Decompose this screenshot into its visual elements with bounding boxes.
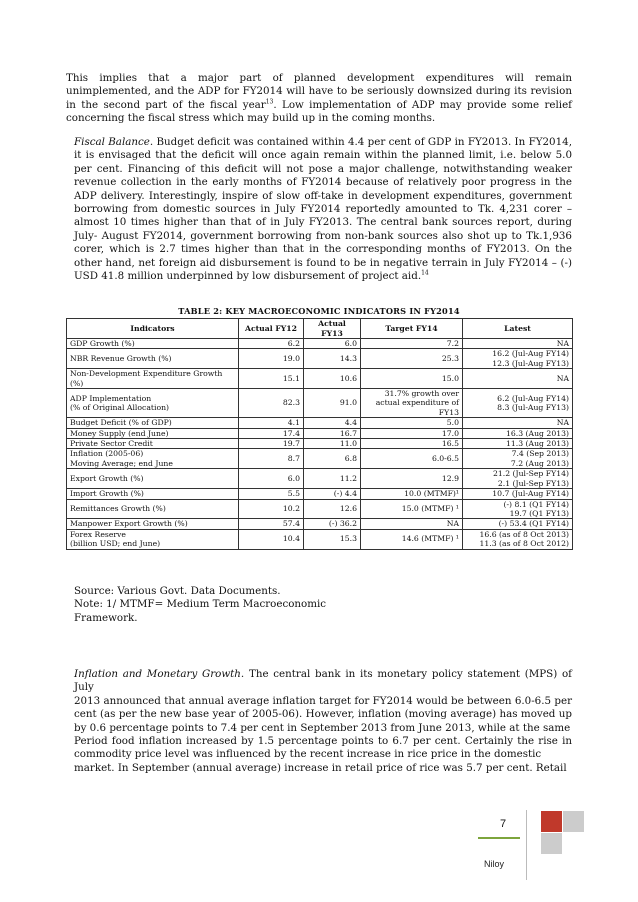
cell-ind: Forex Reserve (billion USD; end June)	[67, 529, 239, 549]
table-row	[67, 469, 573, 489]
cell-t14: 12.9	[361, 469, 463, 489]
cell-t14: 31.7% growth over actual expenditure of FY13	[361, 389, 463, 418]
cell-ind: Money Supply (end June)	[67, 428, 239, 438]
cell-t14: 15.0	[361, 369, 463, 389]
cell-ind: Import Growth (%)	[67, 489, 239, 499]
inflation-line-3: Period food inflation increased by 1.5 percentage points to 6.7 per cent. Certainly the rise in commodity price level was influenced by the recent increase in rice price in the domestic	[74, 735, 572, 761]
table-row	[67, 489, 573, 499]
cell-lat: NA	[463, 369, 573, 389]
cell-t14: 17.0	[361, 428, 463, 438]
cell-ind: Remittances Growth (%)	[67, 499, 239, 519]
inflation-heading: Inflation and Monetary Growth.	[74, 668, 245, 680]
cell-lat: 7.4 (Sep 2013) 7.2 (Aug 2013)	[463, 449, 573, 469]
cell-a12: 19.0	[239, 349, 304, 369]
footnote-ref-14[interactable]: 14	[421, 269, 429, 277]
cell-ind: Manpower Export Growth (%)	[67, 519, 239, 529]
inflation-line-1: The central bank in its monetary policy statement (MPS) of July	[74, 668, 572, 694]
cell-a12: 5.5	[239, 489, 304, 499]
cell-lat: 16.6 (as of 8 Oct 2013) 11.3 (as of 8 Oct 2012)	[463, 529, 573, 549]
cell-lat: 10.7 (Jul-Aug FY14)	[463, 489, 573, 499]
cell-lat: 16.3 (Aug 2013)	[463, 428, 573, 438]
cell-a13: (-) 4.4	[304, 489, 361, 499]
inflation-line-2: 2013 announced that annual average inflation target for FY2014 would be between 6.0-6.5 per cent (as per the new base year of 2005-06). However, inflation (moving average) has moved up by 0.6 percentage points to 7.4 per cent in September 2013 from June 2013, while at the same	[74, 694, 572, 734]
decor-square-grey-bottom	[541, 833, 562, 854]
footer-divider	[526, 810, 527, 880]
footer-green-line	[478, 837, 520, 839]
cell-a12: 6.0	[239, 469, 304, 489]
cell-t14: 6.0-6.5	[361, 449, 463, 469]
cell-a12: 8.7	[239, 449, 304, 469]
cell-a13: 12.6	[304, 499, 361, 519]
table-row	[67, 369, 573, 389]
inflation-line-4: market. In September (annual average) increase in retail price of rice was 5.7 per cent. Retail	[74, 761, 567, 774]
cell-a13: 6.8	[304, 449, 361, 469]
table-caption: TABLE 2: KEY MACROECONOMIC INDICATORS IN FY2014	[178, 306, 460, 316]
intro-text-2: . Low implementation of ADP may provide some relief concerning the fiscal stress which may build up in the coming months.	[66, 98, 572, 125]
cell-a12: 10.2	[239, 499, 304, 519]
cell-t14: 15.0 (MTMF) ¹	[361, 499, 463, 519]
cell-a13: 6.0	[304, 339, 361, 349]
cell-t14: 7.2	[361, 339, 463, 349]
cell-lat: (-) 53.4 (Q1 FY14)	[463, 519, 573, 529]
decor-square-red	[541, 811, 562, 832]
footnote-ref-13[interactable]: 13	[265, 98, 274, 106]
cell-ind: Export Growth (%)	[67, 469, 239, 489]
cell-t14: 10.0 (MTMF)¹	[361, 489, 463, 499]
fiscal-balance-heading: Fiscal Balance.	[74, 136, 154, 148]
cell-ind: Inflation (2005-06) Moving Average; end June	[67, 449, 239, 469]
cell-a13: 11.2	[304, 469, 361, 489]
col-header-indicators: Indicators	[67, 319, 239, 339]
cell-t14: NA	[361, 519, 463, 529]
col-header-actual-fy12: Actual FY12	[239, 319, 304, 339]
table-row	[67, 449, 573, 469]
col-header-target-fy14: Target FY14	[361, 319, 463, 339]
cell-ind: Private Sector Credit	[67, 439, 239, 449]
table-notes	[74, 585, 374, 625]
cell-lat: NA	[463, 339, 573, 349]
cell-a13: 15.3	[304, 529, 361, 549]
cell-lat: 6.2 (Jul-Aug FY14) 8.3 (Jul-Aug FY13)	[463, 389, 573, 418]
cell-a12: 82.3	[239, 389, 304, 418]
cell-a13: 4.4	[304, 418, 361, 428]
cell-ind: ADP Implementation (% of Original Allocation)	[67, 389, 239, 418]
table-row	[67, 418, 573, 428]
cell-a12: 6.2	[239, 339, 304, 349]
col-header-latest: Latest	[463, 319, 573, 339]
cell-ind: Non-Development Expenditure Growth (%)	[67, 369, 239, 389]
cell-a12: 57.4	[239, 519, 304, 529]
table-header-row	[67, 319, 573, 339]
intro-text: This implies that a major part of planned development expenditures will remain unimplemented, and the ADP for FY2014 will have to be seriously downsized during its revision in the second part of the fiscal year	[66, 72, 572, 111]
table-row	[67, 499, 573, 519]
cell-lat: 11.3 (Aug 2013)	[463, 439, 573, 449]
table-row	[67, 519, 573, 529]
cell-lat: 21.2 (Jul-Sep FY14) 2.1 (Jul-Sep FY13)	[463, 469, 573, 489]
cell-t14: 25.3	[361, 349, 463, 369]
table-row	[67, 339, 573, 349]
cell-a12: 19.7	[239, 439, 304, 449]
cell-ind: GDP Growth (%)	[67, 339, 239, 349]
cell-a12: 4.1	[239, 418, 304, 428]
cell-ind: NBR Revenue Growth (%)	[67, 349, 239, 369]
macro-indicators-table	[66, 318, 573, 550]
cell-a13: 11.0	[304, 439, 361, 449]
cell-lat: 16.2 (Jul-Aug FY14) 12.3 (Jul-Aug FY13)	[463, 349, 573, 369]
cell-lat: (-) 8.1 (Q1 FY14) 19.7 (Q1 FY13)	[463, 499, 573, 519]
cell-t14: 14.6 (MTMF) ¹	[361, 529, 463, 549]
table-row	[67, 428, 573, 438]
source-note: Source: Various Govt. Data Documents.	[74, 585, 281, 597]
inflation-paragraph	[74, 668, 572, 775]
cell-a13: 10.6	[304, 369, 361, 389]
cell-a13: 91.0	[304, 389, 361, 418]
cell-a13: 16.7	[304, 428, 361, 438]
cell-t14: 16.5	[361, 439, 463, 449]
cell-lat: NA	[463, 418, 573, 428]
cell-a13: (-) 36.2	[304, 519, 361, 529]
table-row	[67, 529, 573, 549]
cell-ind: Budget Deficit (% of GDP)	[67, 418, 239, 428]
cell-a12: 10.4	[239, 529, 304, 549]
table-row	[67, 389, 573, 418]
author-name: Niloy	[484, 859, 505, 869]
col-header-actual-fy13: Actual FY13	[304, 319, 361, 339]
cell-a13: 14.3	[304, 349, 361, 369]
intro-paragraph	[66, 72, 572, 126]
cell-a12: 15.1	[239, 369, 304, 389]
table-row	[67, 439, 573, 449]
fiscal-balance-text: Budget deficit was contained within 4.4 per cent of GDP in FY2013. In FY2014, it is envisaged that the deficit will once again remain within the planned limit, i.e. below 5.0 per cent. Financing of this deficit will not pose a major challenge, notwithstanding weaker revenue collection in the early months of FY2014 because of relatively poor progress in the ADP delivery. Interestingly, inspire of slow off-take in development expenditures, government borrowing from domestic sources in July FY2014 reportedly amounted to Tk. 4,231 corer – almost 10 times higher than that of in July FY2013. The central bank sources report, during July- August FY2014, government borrowing from non-bank sources also shot up to Tk.1,936 corer, which is 2.7 times higher than that in the corresponding months of FY2013. On the other hand, net foreign aid disbursement is found to be in negative terrain in July FY2014 – (-) USD 41.8 million underpinned by low disbursement of project aid.	[74, 136, 572, 283]
mtmf-note: Note: 1/ MTMF= Medium Term Macroeconomic Framework.	[74, 598, 327, 624]
cell-t14: 5.0	[361, 418, 463, 428]
decor-square-grey-top	[563, 811, 584, 832]
fiscal-balance-paragraph	[74, 136, 572, 283]
page-number: 7	[500, 818, 507, 830]
cell-a12: 17.4	[239, 428, 304, 438]
table-row	[67, 349, 573, 369]
